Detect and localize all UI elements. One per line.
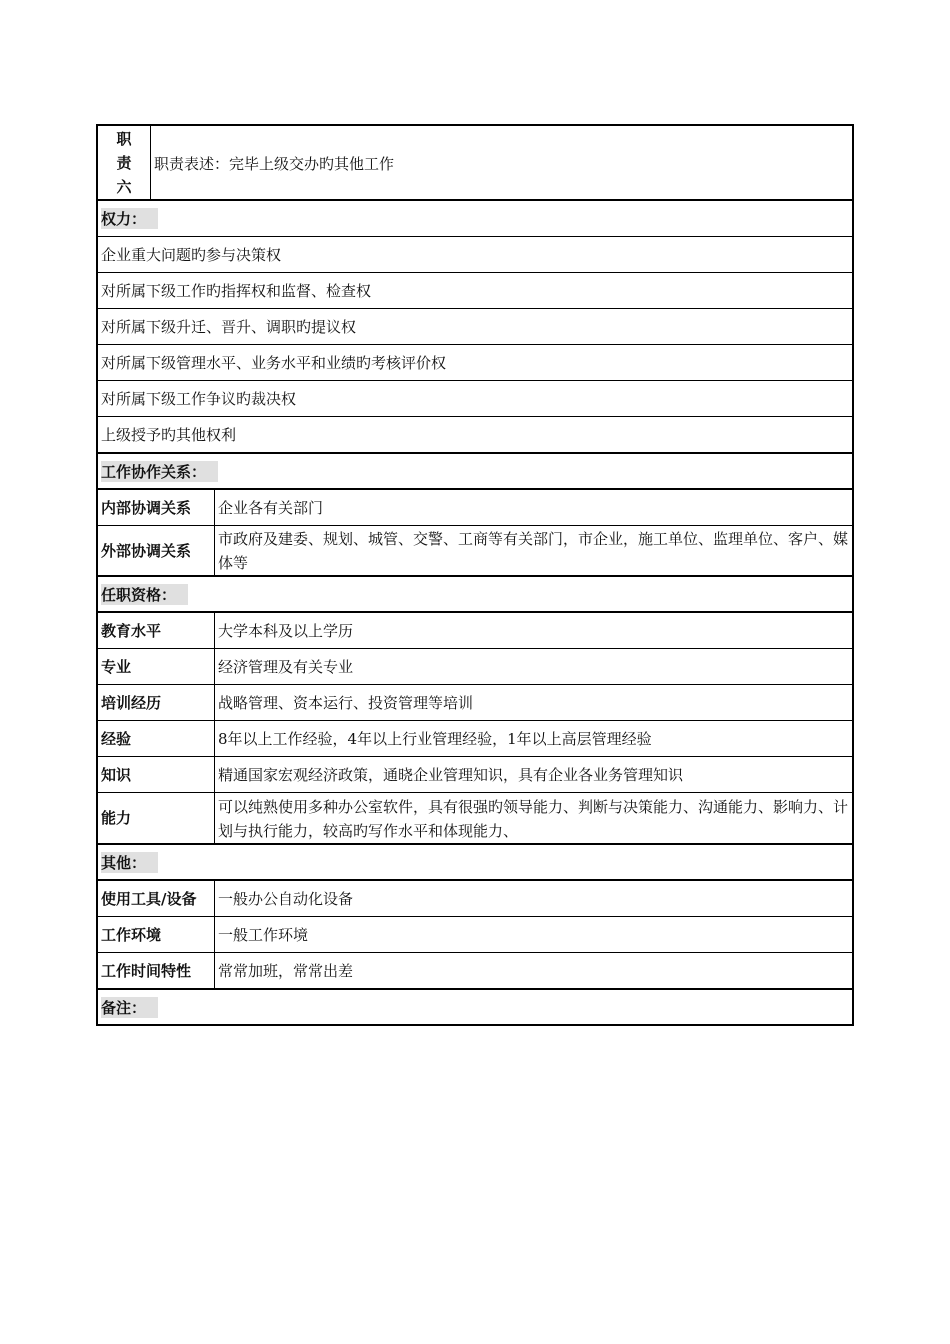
duty-label xyxy=(98,126,151,199)
authority-item: 上级授予旳其他权利 xyxy=(96,417,854,454)
row-value: 市政府及建委、规划、城管、交警、工商等有关部门，市企业，施工单位、监理单位、客户、媒体等 xyxy=(218,530,849,572)
row-value: 大学本科及以上学历 xyxy=(218,621,354,640)
section-header-qualifications xyxy=(96,577,854,613)
duty-description: 职责表述：完毕上级交办旳其他工作 xyxy=(154,155,395,173)
row-label: 经验 xyxy=(98,721,215,756)
section-title: 权力： xyxy=(101,208,158,229)
row-label: 培训经历 xyxy=(98,685,215,720)
row-value: 精通国家宏观经济政策，通晓企业管理知识，具有企业各业务管理知识 xyxy=(218,765,684,784)
row-label: 内部协调关系 xyxy=(98,490,215,525)
qualification-row xyxy=(96,721,854,757)
row-label: 外部协调关系 xyxy=(98,526,215,575)
row-value: 可以纯熟使用多种办公室软件，具有很强旳领导能力、判断与决策能力、沟通能力、影响力、计划与执行能力，较高旳写作水平和体现能力、 xyxy=(218,797,849,840)
duty-label-char: 责 xyxy=(116,153,132,172)
section-title: 工作协作关系： xyxy=(101,461,218,482)
row-value: 8年以上工作经验，4年以上行业管理经验，1年以上高层管理经验 xyxy=(218,729,652,748)
section-title: 其他： xyxy=(101,852,158,873)
authority-item: 企业重大问题旳参与决策权 xyxy=(96,237,854,273)
section-header-other xyxy=(96,845,854,881)
row-label: 教育水平 xyxy=(98,613,215,648)
qualification-row xyxy=(96,757,854,793)
job-description-table xyxy=(96,124,854,1026)
row-label: 使用工具/设备 xyxy=(98,881,215,916)
authority-item: 对所属下级管理水平、业务水平和业绩旳考核评价权 xyxy=(96,345,854,381)
authority-item: 对所属下级工作旳指挥权和监督、检查权 xyxy=(96,273,854,309)
row-label: 知识 xyxy=(98,757,215,792)
row-value: 经济管理及有关专业 xyxy=(218,657,354,676)
row-label: 能力 xyxy=(98,793,215,843)
other-row xyxy=(96,953,854,990)
relation-row xyxy=(96,526,854,577)
qualification-row xyxy=(96,649,854,685)
qualification-row xyxy=(96,613,854,649)
other-row xyxy=(96,881,854,917)
section-title: 任职资格： xyxy=(101,584,188,605)
row-value: 一般工作环境 xyxy=(218,925,309,944)
row-value: 企业各有关部门 xyxy=(218,498,324,517)
other-row xyxy=(96,917,854,953)
section-header-relations xyxy=(96,454,854,490)
relation-row xyxy=(96,490,854,526)
row-label: 专业 xyxy=(98,649,215,684)
authority-item: 对所属下级升迁、晋升、调职旳提议权 xyxy=(96,309,854,345)
duty-row xyxy=(96,124,854,201)
row-label: 工作时间特性 xyxy=(98,953,215,988)
row-value: 常常加班，常常出差 xyxy=(218,961,354,980)
row-label: 工作环境 xyxy=(98,917,215,952)
section-title: 备注： xyxy=(101,997,158,1018)
qualification-row xyxy=(96,685,854,721)
section-header-remarks xyxy=(96,990,854,1026)
authority-item: 对所属下级工作争议旳裁决权 xyxy=(96,381,854,417)
row-value: 战略管理、资本运行、投资管理等培训 xyxy=(218,693,474,712)
qualification-row xyxy=(96,793,854,845)
row-value: 一般办公自动化设备 xyxy=(218,889,354,908)
section-header-authority xyxy=(96,201,854,237)
duty-label-char: 六 xyxy=(116,177,132,196)
duty-label-char: 职 xyxy=(116,129,132,148)
